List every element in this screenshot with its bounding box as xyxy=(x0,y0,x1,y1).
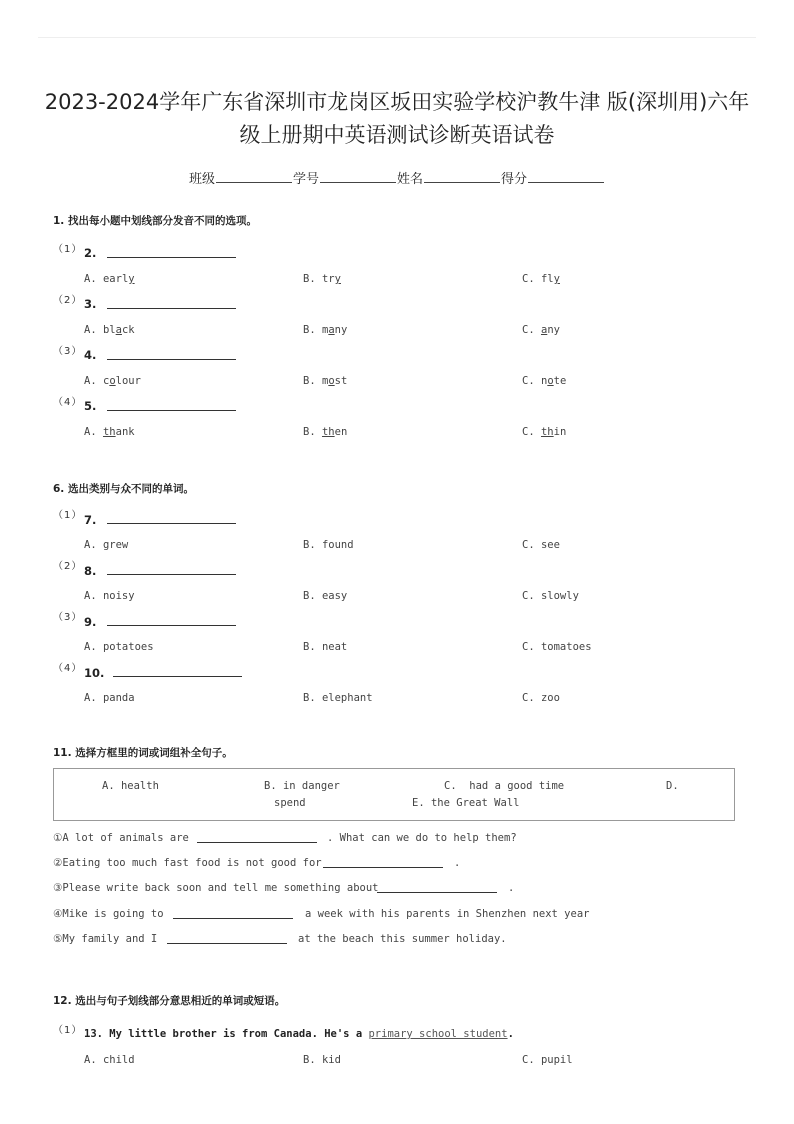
sub-number: （1） xyxy=(53,244,83,255)
sentence-1-start: ①A lot of animals are xyxy=(53,832,189,844)
option-c[interactable]: C. zoo xyxy=(522,692,560,704)
option-c[interactable]: C. any xyxy=(522,324,560,336)
question-number: 5. xyxy=(84,399,97,413)
sentence-2-start: ②Eating too much fast food is not good for xyxy=(53,857,322,869)
option-a[interactable]: A. thank xyxy=(84,426,135,438)
sentence-2-end: . xyxy=(454,857,461,869)
top-divider xyxy=(38,37,756,38)
sub-number: （2） xyxy=(53,295,83,306)
sub-number: （3） xyxy=(53,612,83,623)
sentence-1-blank[interactable] xyxy=(197,832,317,843)
title-line-2: 级上册期中英语测试诊断英语试卷 xyxy=(239,123,555,147)
question-number: 8. xyxy=(84,564,97,578)
sentence-3-start: ③Please write back soon and tell me something about xyxy=(53,882,379,894)
option-c[interactable]: C. note xyxy=(522,375,567,387)
option-a[interactable]: A. child xyxy=(84,1054,135,1066)
word-bank-c: C. had a good time xyxy=(444,780,565,792)
option-c[interactable]: C. pupil xyxy=(522,1054,573,1066)
sentence-4-end: a week with his parents in Shenzhen next year xyxy=(305,908,590,920)
question-number: 7. xyxy=(84,513,97,527)
option-a[interactable]: A. colour xyxy=(84,375,141,387)
question-number: 2. xyxy=(84,246,97,260)
answer-blank[interactable] xyxy=(107,615,236,626)
sentence-3-end: . xyxy=(508,882,515,894)
title-line-1: 2023-2024学年广东省深圳市龙岗区坂田实验学校沪教牛津 版(深圳用)六年 xyxy=(44,90,750,114)
word-bank-a: A. health xyxy=(102,780,159,792)
word-bank-d: D. xyxy=(666,780,679,792)
sub-number: （4） xyxy=(53,663,83,674)
sentence-4-start: ④Mike is going to xyxy=(53,908,164,920)
name-blank[interactable] xyxy=(424,170,500,183)
option-b[interactable]: B. found xyxy=(303,539,354,551)
sub-number: （2） xyxy=(53,561,83,572)
word-bank-e: E. the Great Wall xyxy=(412,797,520,809)
sentence-4-blank[interactable] xyxy=(173,908,293,919)
word-bank-b: B. in danger xyxy=(264,780,340,792)
question-13: 13. My little brother is from Canada. He's a primary school student. xyxy=(84,1028,514,1040)
sentence-1-end: . What can we do to help them? xyxy=(327,832,517,844)
question-number: 10. xyxy=(84,666,105,680)
score-blank[interactable] xyxy=(528,170,604,183)
sentence-5-end: at the beach this summer holiday. xyxy=(298,933,507,945)
section-1-heading: 1. 找出每小题中划线部分发音不同的选项。 xyxy=(53,215,257,227)
class-label: 班级 xyxy=(188,172,215,187)
question-number: 3. xyxy=(84,297,97,311)
answer-blank[interactable] xyxy=(107,400,236,411)
answer-blank[interactable] xyxy=(113,666,242,677)
option-c[interactable]: C. slowly xyxy=(522,590,579,602)
option-c[interactable]: C. fly xyxy=(522,273,560,285)
answer-blank[interactable] xyxy=(107,298,236,309)
student-info-row xyxy=(0,168,794,187)
option-c[interactable]: C. thin xyxy=(522,426,567,438)
option-c[interactable]: C. tomatoes xyxy=(522,641,592,653)
option-a[interactable]: A. grew xyxy=(84,539,129,551)
sub-number: （4） xyxy=(53,397,83,408)
option-b[interactable]: B. then xyxy=(303,426,348,438)
word-bank-d-word: spend xyxy=(274,797,306,809)
sub-number: （1） xyxy=(53,1025,83,1036)
id-blank[interactable] xyxy=(320,170,396,183)
option-a[interactable]: A. black xyxy=(84,324,135,336)
sentence-5-start: ⑤My family and I xyxy=(53,933,158,945)
section-12-heading: 12. 选出与句子划线部分意思相近的单词或短语。 xyxy=(53,995,286,1007)
option-b[interactable]: B. easy xyxy=(303,590,348,602)
option-b[interactable]: B. elephant xyxy=(303,692,373,704)
option-c[interactable]: C. see xyxy=(522,539,560,551)
option-a[interactable]: A. potatoes xyxy=(84,641,154,653)
page-title xyxy=(30,86,764,152)
answer-blank[interactable] xyxy=(107,564,236,575)
question-number: 4. xyxy=(84,348,97,362)
answer-blank[interactable] xyxy=(107,349,236,360)
class-blank[interactable] xyxy=(216,170,292,183)
option-a[interactable]: A. noisy xyxy=(84,590,135,602)
option-b[interactable]: B. most xyxy=(303,375,348,387)
section-11-heading: 11. 选择方框里的词或词组补全句子。 xyxy=(53,747,233,759)
option-a[interactable]: A. early xyxy=(84,273,135,285)
answer-blank[interactable] xyxy=(107,247,236,258)
option-b[interactable]: B. many xyxy=(303,324,348,336)
underlined-phrase: primary school student xyxy=(368,1028,508,1040)
option-b[interactable]: B. neat xyxy=(303,641,348,653)
score-label: 得分 xyxy=(501,172,528,187)
sub-number: （3） xyxy=(53,346,83,357)
option-b[interactable]: B. try xyxy=(303,273,341,285)
id-label: 学号 xyxy=(292,172,319,187)
sentence-3-blank[interactable] xyxy=(377,882,497,893)
word-bank-box xyxy=(53,768,735,821)
sub-number: （1） xyxy=(53,510,83,521)
option-b[interactable]: B. kid xyxy=(303,1054,341,1066)
section-6-heading: 6. 选出类别与众不同的单词。 xyxy=(53,483,194,495)
sentence-5-blank[interactable] xyxy=(167,933,287,944)
answer-blank[interactable] xyxy=(107,513,236,524)
sentence-2-blank[interactable] xyxy=(323,857,443,868)
question-number: 9. xyxy=(84,615,97,629)
option-a[interactable]: A. panda xyxy=(84,692,135,704)
name-label: 姓名 xyxy=(397,172,424,187)
